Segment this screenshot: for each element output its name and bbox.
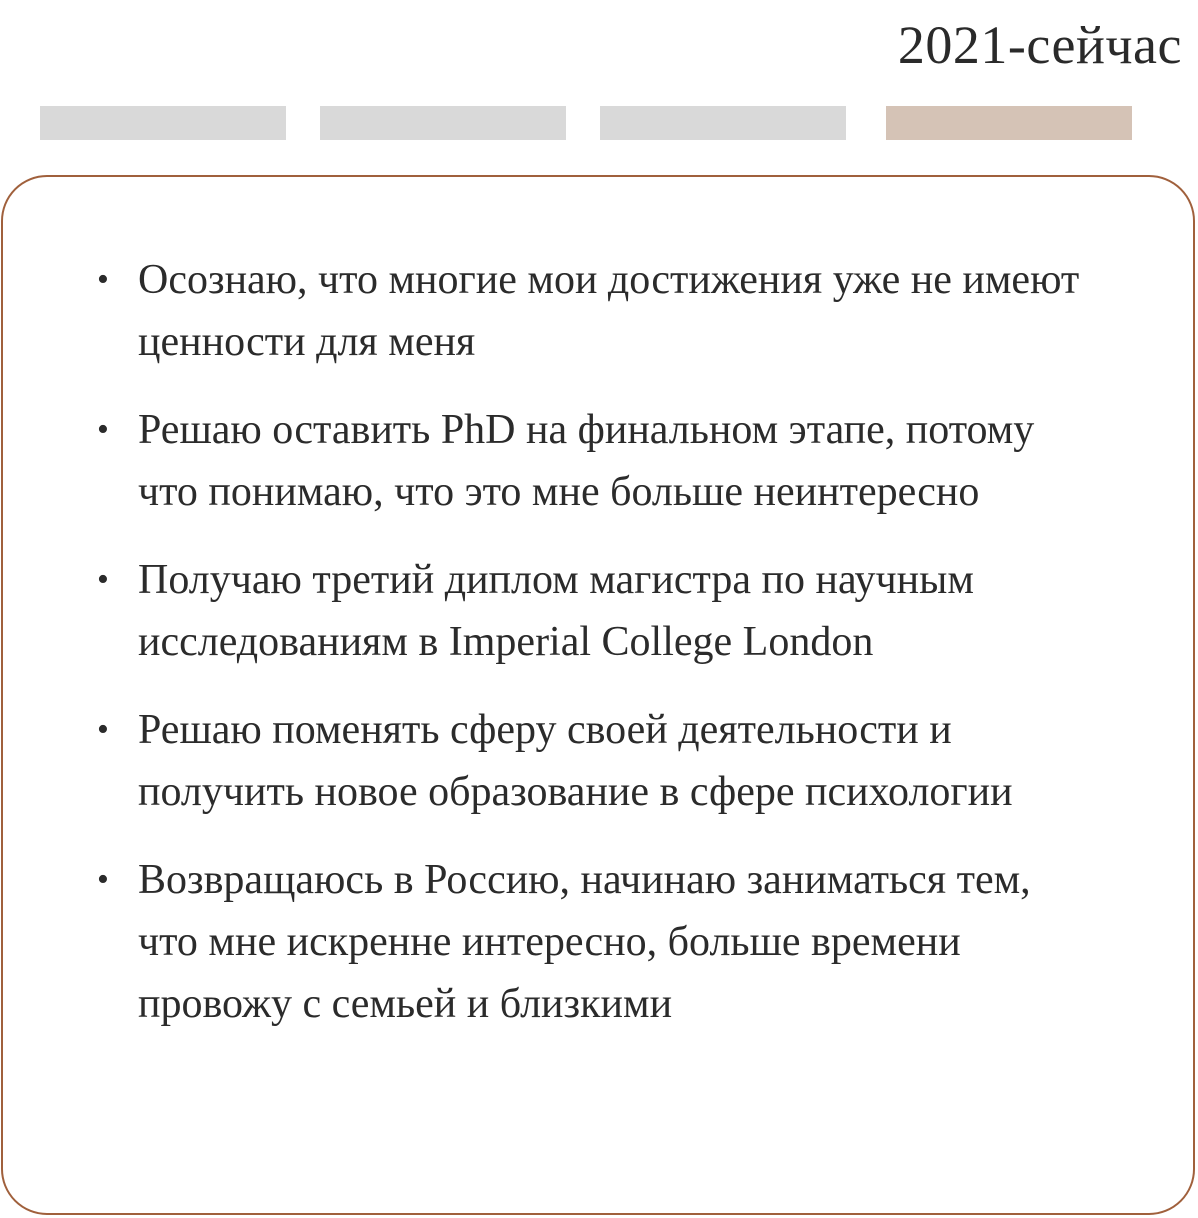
- list-item: [3, 399, 1035, 523]
- list-item-text: Осознаю, что многие мои достижения уже не имеют ценности для меня: [138, 257, 1080, 365]
- list-item-text: Решаю поменять сферу своей деятельности и получить новое образование в сфере психологии: [138, 707, 1013, 815]
- list-item: [3, 699, 1013, 823]
- list-item-text: Получаю третий диплом магистра по научным исследованиям в Imperial College London: [138, 557, 974, 665]
- list-item: [3, 849, 1031, 1035]
- list-item-text: Решаю оставить PhD на финальном этапе, потому что понимаю, что это мне больше неинтересно: [138, 407, 1035, 515]
- bullet-icon: •: [97, 411, 109, 448]
- list-item: [3, 249, 1080, 373]
- progress-segment-1: [40, 106, 286, 140]
- bullet-icon: •: [97, 261, 109, 298]
- progress-segment-2: [320, 106, 566, 140]
- progress-indicator: [40, 106, 1132, 140]
- progress-segment-4-active: [886, 106, 1132, 140]
- bullet-icon: •: [97, 861, 109, 898]
- period-title: 2021-сейчас: [897, 15, 1182, 75]
- events-list: [3, 249, 1080, 1061]
- timeline-card: [1, 175, 1195, 1215]
- list-item: [3, 549, 1003, 673]
- list-item-text: Возвращаюсь в Россию, начинаю заниматься тем, что мне искренне интересно, больше времени провожу с семьей и близкими: [138, 857, 1031, 1027]
- progress-segment-3: [600, 106, 846, 140]
- bullet-icon: •: [97, 561, 109, 598]
- bullet-icon: •: [97, 711, 109, 748]
